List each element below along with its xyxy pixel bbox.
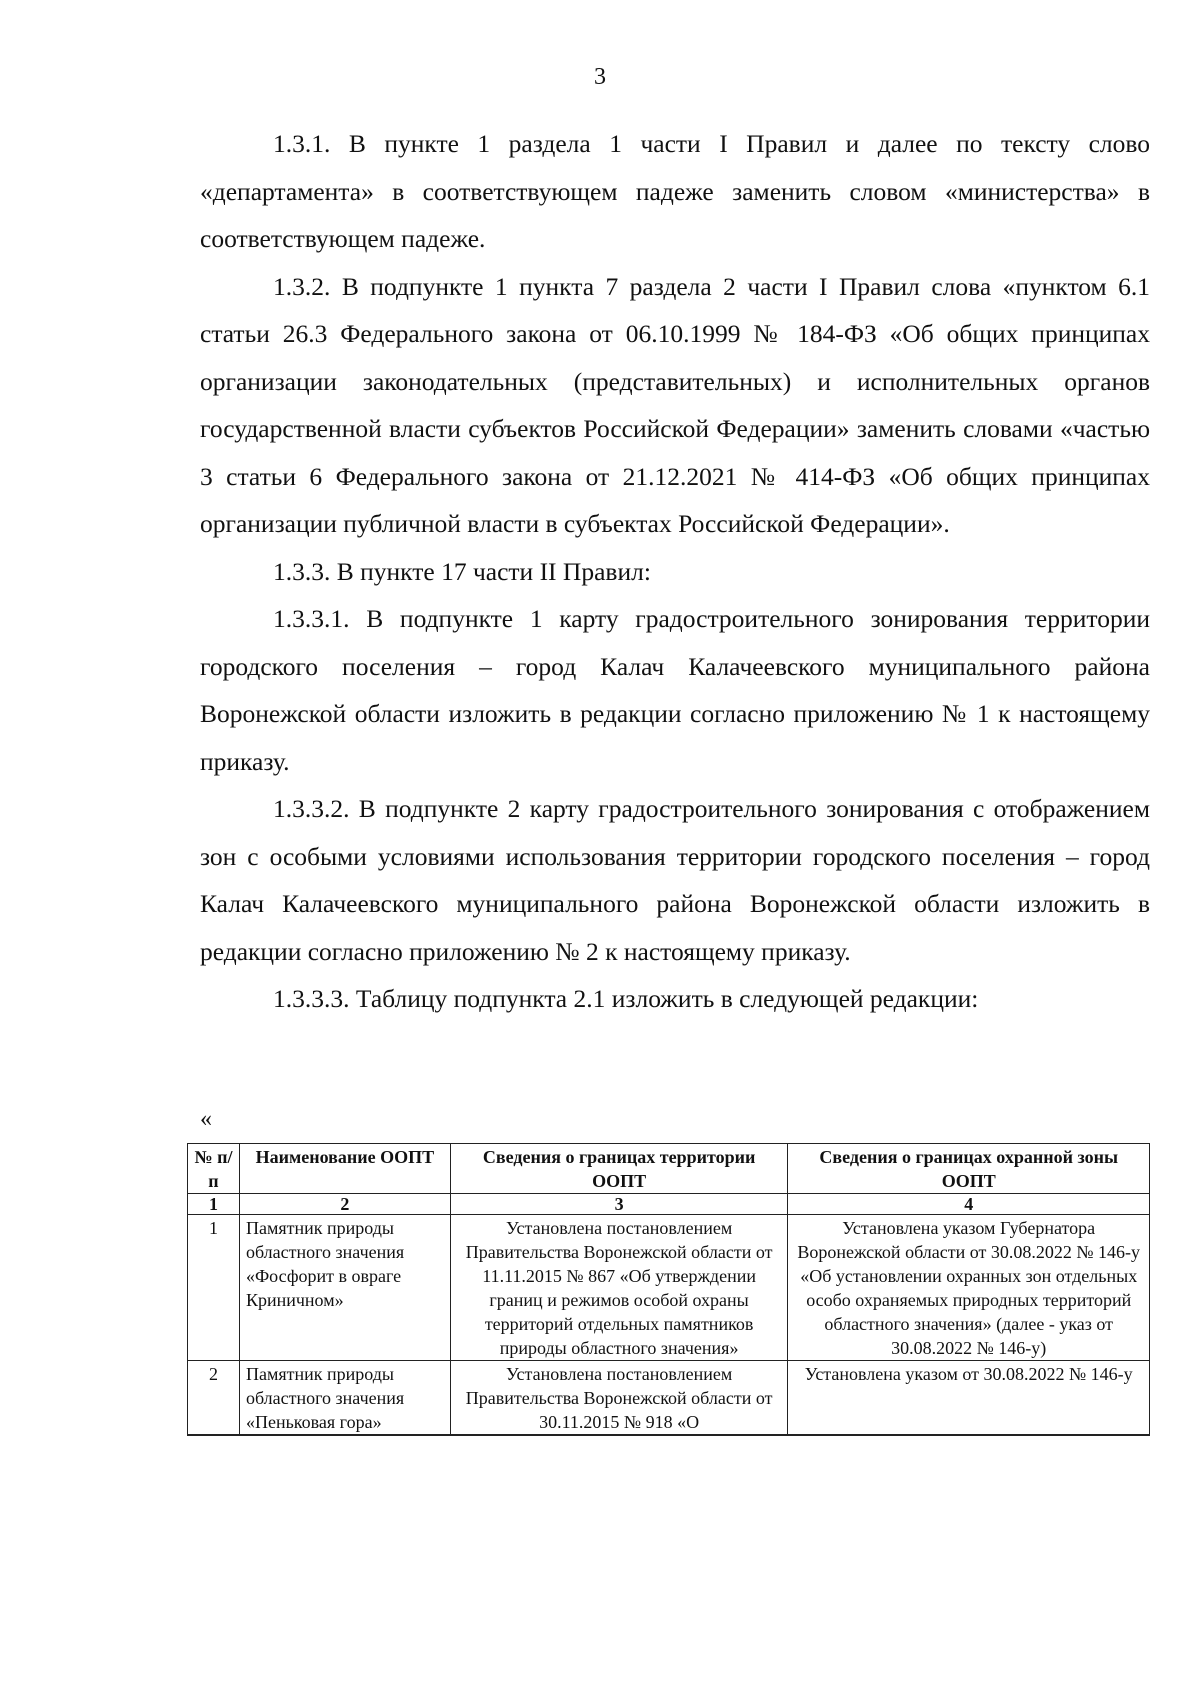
row-territory: Установлена постановлением Правительства Воронежской области от 11.11.2015 № 867 «Об утверждении границ и режимов особой охраны территорий отдельных памятников природы областного значения» [450, 1215, 788, 1361]
column-number: 2 [239, 1194, 450, 1215]
oopt-table [187, 1143, 1150, 1436]
row-number: 2 [188, 1361, 240, 1436]
paragraph-1-3-3-2: 1.3.3.2. В подпункте 2 карту градостроительного зонирования с отображением зон с особыми условиями использования территории городского поселения – город Калач Калачеевского муниципального района Воронежской области изложить в редакции согласно приложению № 2 к настоящему приказу. [200, 794, 1150, 966]
paragraph-1-3-2: 1.3.2. В подпункте 1 пункта 7 раздела 2 части I Правил слова «пунктом 6.1 статьи 26.3 Федерального закона от 06.10.1999 № 184-ФЗ «Об общих принципах организации законодательных (представительных) и исполнительных органов государственной власти субъектов Российской Федерации» заменить словами «частью 3 статьи 6 Федерального закона от 21.12.2021 № 414-ФЗ «Об общих принципах организации публичной власти в субъектах Российской Федерации». [200, 271, 1150, 538]
table-header-row [188, 1144, 1150, 1194]
table-row [188, 1361, 1150, 1436]
column-number: 1 [188, 1194, 240, 1215]
header-name: Наименование ООПТ [239, 1144, 450, 1194]
row-name: Памятник природы областного значения «Пеньковая гора» [239, 1361, 450, 1436]
paragraph-1-3-3-3: 1.3.3.3. Таблицу подпункта 2.1 изложить в следующей редакции: [273, 984, 979, 1013]
paragraph-1-3-3-1: 1.3.3.1. В подпункте 1 карту градостроительного зонирования территории городского поселения – город Калач Калачеевского муниципального района Воронежской области изложить в редакции согласно приложению № 1 к настоящему приказу. [200, 604, 1150, 776]
header-number: № п/п [188, 1144, 240, 1194]
row-number: 1 [188, 1215, 240, 1361]
row-territory: Установлена постановлением Правительства Воронежской области от 30.11.2015 № 918 «О [450, 1361, 788, 1436]
header-zone: Сведения о границах охранной зоны ООПТ [788, 1144, 1150, 1194]
column-number: 3 [450, 1194, 788, 1215]
table-row [188, 1215, 1150, 1361]
page-number: 3 [594, 64, 606, 90]
column-number: 4 [788, 1194, 1150, 1215]
row-name: Памятник природы областного значения «Фосфорит в овраге Криничном» [239, 1215, 450, 1361]
header-territory: Сведения о границах территории ООПТ [450, 1144, 788, 1194]
paragraph-1-3-3: 1.3.3. В пункте 17 части II Правил: [273, 556, 651, 586]
table-open-quote: « [200, 1106, 212, 1132]
document-body [200, 120, 1150, 1023]
row-zone: Установлена указом Губернатора Воронежской области от 30.08.2022 № 146-у «Об установлении охранных зон отдельных особо охраняемых природных территорий областного значения» (далее - указ от 30.08.2022 № 146-у) [788, 1215, 1150, 1361]
paragraph-1-3-1: 1.3.1. В пункте 1 раздела 1 части I Правил и далее по тексту слово «департамента» в соответствующем падеже заменить словом «министерства» в соответствующем падеже. [200, 129, 1150, 253]
row-zone: Установлена указом от 30.08.2022 № 146-у [788, 1361, 1150, 1436]
column-number-row [188, 1194, 1150, 1215]
